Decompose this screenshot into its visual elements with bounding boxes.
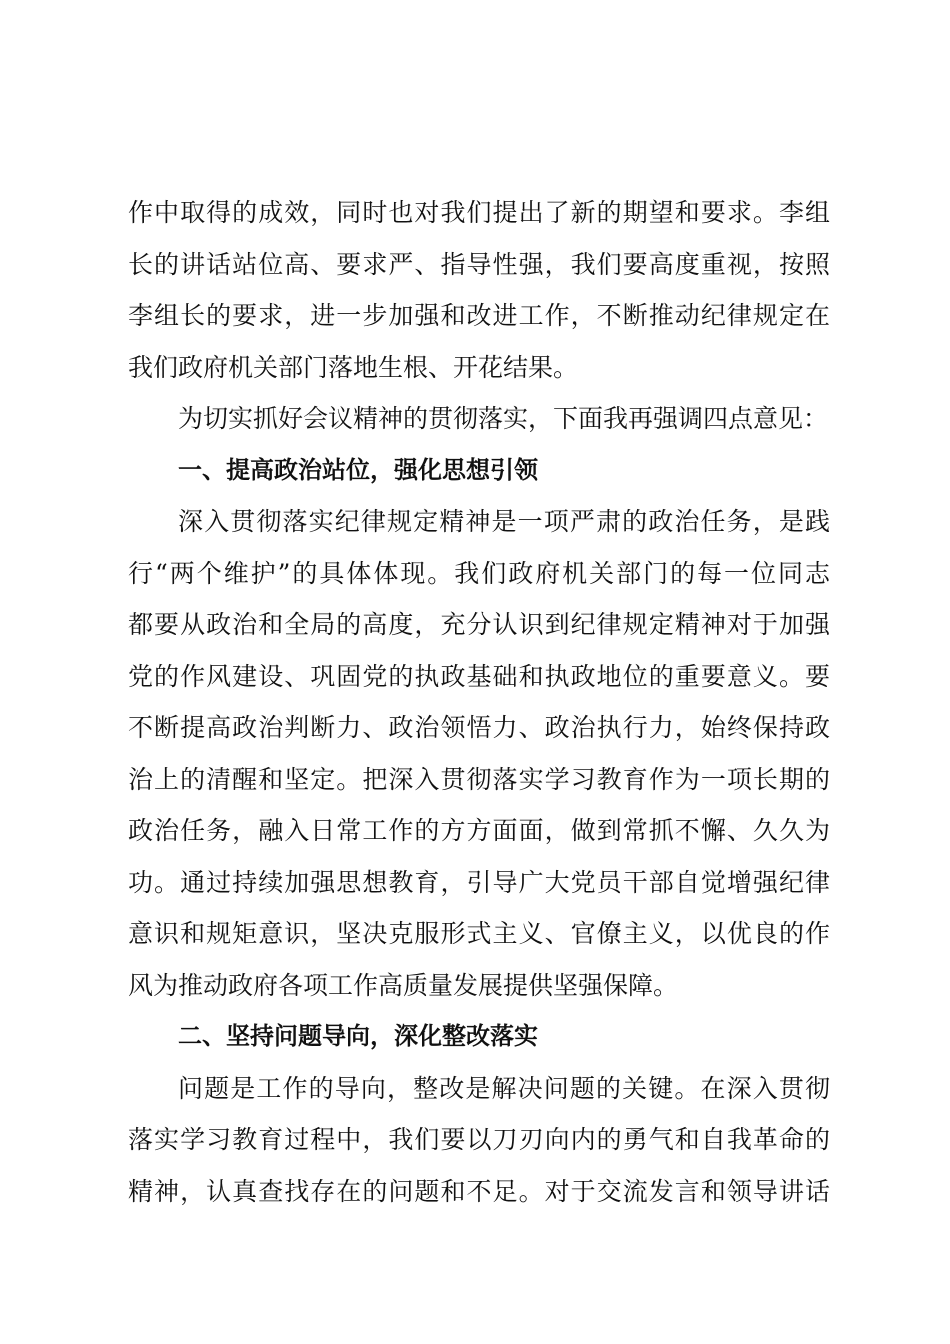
- text-line: 为切实抓好会议精神的贯彻落实，下面我再强调四点意见：: [178, 404, 829, 433]
- document-body: [128, 187, 830, 1217]
- paragraph: [128, 187, 830, 393]
- text-line: 深入贯彻落实纪律规定精神是一项严肃的政治任务，是践: [178, 507, 830, 536]
- text-line: 行“两个维护”的具体体现。我们政府机关部门的每一位同志: [128, 558, 830, 588]
- text-line: 落实学习教育过程中，我们要以刀刃向内的勇气和自我革命的: [128, 1125, 830, 1154]
- text-line: 功。通过持续加强思想教育，引导广大党员干部自觉增强纪律: [128, 867, 830, 897]
- text-line: 都要从政治和全局的高度，充分认识到纪律规定精神对于加强: [128, 610, 830, 639]
- paragraph: [128, 393, 830, 445]
- text-line: 精神，认真查找存在的问题和不足。对于交流发言和领导讲话: [128, 1176, 830, 1206]
- text-line: 问题是工作的导向，整改是解决问题的关键。在深入贯彻: [178, 1073, 830, 1103]
- text-line: 党的作风建设、巩固党的执政基础和执政地位的重要意义。要: [128, 661, 830, 691]
- section-heading: 一、提高政治站位，强化思想引领: [178, 455, 538, 484]
- text-line: 不断提高政治判断力、政治领悟力、政治执行力，始终保持政: [128, 713, 830, 742]
- text-line: 风为推动政府各项工作高质量发展提供坚强保障。: [128, 970, 679, 1000]
- paragraph: [128, 496, 830, 1011]
- text-line: 治上的清醒和坚定。把深入贯彻落实学习教育作为一项长期的: [128, 764, 830, 794]
- section-heading: 二、坚持问题导向，深化整改落实: [178, 1022, 538, 1050]
- text-line: 作中取得的成效，同时也对我们提出了新的期望和要求。李组: [128, 198, 830, 227]
- text-line: 意识和规矩意识，坚决克服形式主义、官僚主义，以优良的作: [128, 919, 830, 948]
- paragraph: [128, 1063, 830, 1218]
- text-line: 我们政府机关部门落地生根、开花结果。: [128, 352, 579, 382]
- text-line: 李组长的要求，进一步加强和改进工作，不断推动纪律规定在: [128, 301, 830, 330]
- text-line: 长的讲话站位高、要求严、指导性强，我们要高度重视，按照: [128, 249, 830, 279]
- text-line: 政治任务，融入日常工作的方方面面，做到常抓不懈、久久为: [128, 816, 830, 845]
